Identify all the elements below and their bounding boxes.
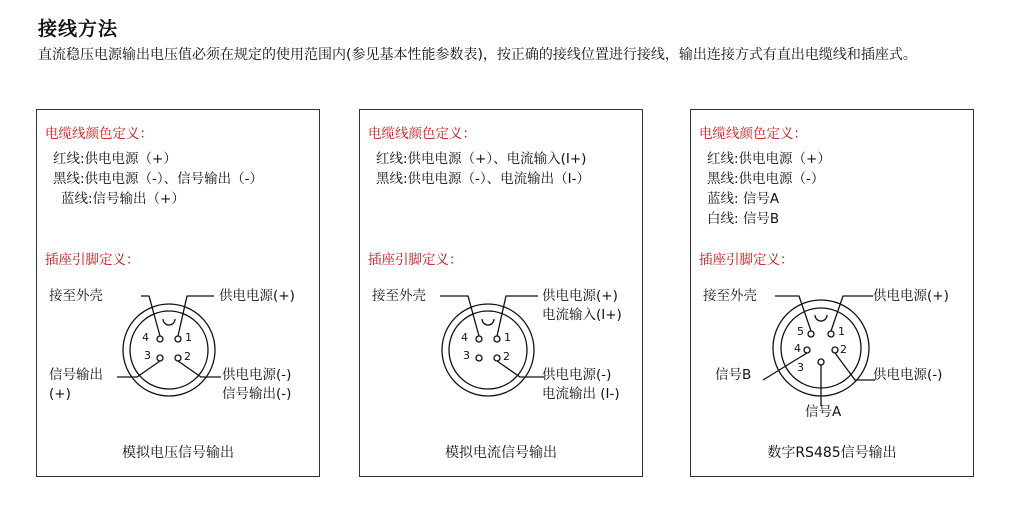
label-shell: 接至外壳: [703, 288, 757, 304]
cable-line: 蓝线: 信号A: [707, 191, 780, 207]
connector-diagram: [691, 270, 973, 420]
label-power-negative: 供电电源(-): [222, 367, 292, 383]
pin-number: 3: [144, 349, 151, 362]
panel-caption: 模拟电流信号输出: [445, 445, 557, 461]
cable-line: 黑线:供电电源（-）、信号输出（-）: [53, 171, 264, 187]
pin-number: 3: [797, 361, 804, 374]
panel-voltage-output: [36, 109, 320, 477]
label-current-input: 电流输入(I+): [542, 307, 622, 323]
cable-color-list: [376, 149, 590, 189]
pin-number: 3: [463, 349, 470, 362]
label-signal-output-positive: (+): [49, 386, 71, 402]
cable-color-header: 电缆线颜色定义：: [699, 126, 807, 142]
socket-pin-header: 插座引脚定义：: [699, 252, 794, 268]
label-signal-a: 信号A: [805, 404, 842, 420]
socket-pin-header: 插座引脚定义：: [45, 252, 140, 268]
label-shell: 接至外壳: [372, 288, 426, 304]
pin-number: 4: [461, 331, 468, 344]
pin-number: 1: [838, 325, 845, 338]
pin-number: 5: [797, 325, 804, 338]
label-power-positive: 供电电源(+): [542, 288, 618, 304]
label-signal-negative: 信号输出(-): [222, 386, 292, 402]
cable-line: 红线:供电电源（+）: [707, 151, 831, 167]
panel-rs485-output: [690, 109, 974, 477]
label-signal-output: 信号输出: [49, 367, 103, 383]
pin-number: 2: [503, 350, 510, 363]
connector-diagram: [37, 270, 319, 420]
cable-color-header: 电缆线颜色定义：: [368, 126, 476, 142]
cable-line: 蓝线:信号输出（+）: [61, 191, 185, 207]
page-title: 接线方法: [38, 18, 119, 40]
panel-caption: 模拟电压信号输出: [122, 445, 234, 461]
label-power-negative: 供电电源(-): [542, 367, 612, 383]
cable-color-list: [707, 149, 831, 229]
pin-number: 4: [142, 331, 149, 344]
panel-caption: 数字RS485信号输出: [767, 445, 897, 461]
cable-line: 黑线:供电电源（-）、电流输出（I-）: [376, 171, 591, 187]
pin-number: 2: [840, 343, 847, 356]
label-power-positive: 供电电源(+): [873, 288, 949, 304]
cable-color-list: [53, 149, 263, 209]
cable-line: 红线:供电电源（+）、电流输入(I+): [376, 151, 587, 167]
connector-diagram: [360, 270, 642, 420]
cable-line: 白线: 信号B: [707, 211, 780, 227]
pin-number: 4: [794, 342, 801, 355]
cable-color-header: 电缆线颜色定义：: [45, 126, 153, 142]
pin-number: 2: [184, 350, 191, 363]
label-shell: 接至外壳: [49, 288, 103, 304]
cable-line: 黑线:供电电源（-）: [707, 171, 825, 187]
socket-pin-header: 插座引脚定义：: [368, 252, 463, 268]
label-signal-b: 信号B: [715, 367, 752, 383]
panel-current-output: [359, 109, 643, 477]
intro-paragraph: 直流稳压电源输出电压值必须在规定的使用范围内(参见基本性能参数表)，按正确的接线位置进行接线，输出连接方式有直出电缆线和插座式。: [38, 47, 917, 63]
label-power-positive: 供电电源(+): [219, 288, 295, 304]
pin-number: 1: [504, 331, 511, 344]
label-current-output: 电流输出 (I-): [542, 386, 620, 402]
label-power-negative: 供电电源(-): [873, 367, 943, 383]
cable-line: 红线:供电电源（+）: [53, 151, 177, 167]
pin-number: 1: [185, 331, 192, 344]
